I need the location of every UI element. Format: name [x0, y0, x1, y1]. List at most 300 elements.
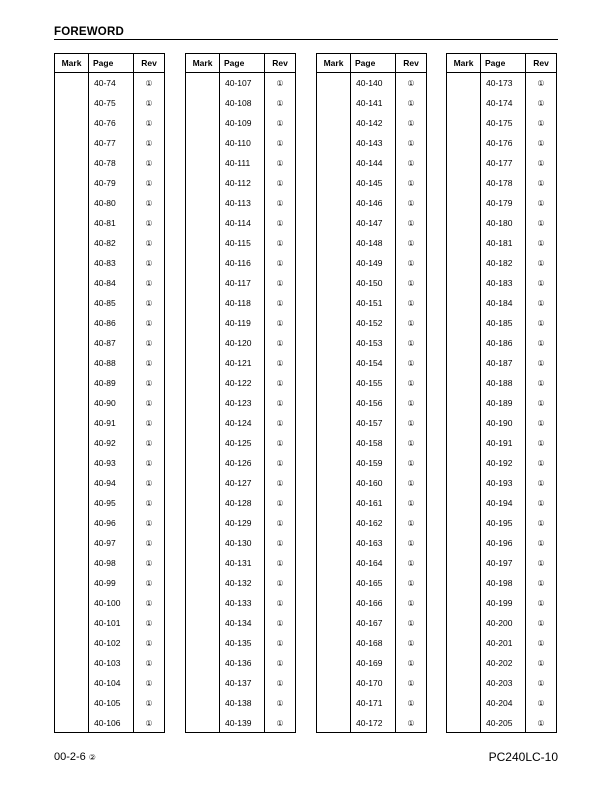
- page-cell: 40-203: [486, 678, 513, 688]
- rev-cell: ①: [276, 218, 284, 228]
- table-row: [186, 673, 295, 693]
- page-cell: 40-110: [225, 138, 251, 148]
- table-row: [186, 613, 295, 633]
- page-cell: 40-145: [356, 178, 383, 188]
- rev-cell: ①: [537, 378, 545, 388]
- table-row: [447, 253, 556, 273]
- page-cell: 40-170: [356, 678, 383, 688]
- revision-table: [54, 53, 165, 733]
- page-cell: 40-169: [356, 658, 383, 668]
- table-row: [55, 413, 164, 433]
- page-cell: 40-126: [225, 458, 252, 468]
- table-row: [55, 333, 164, 353]
- rev-cell: ①: [276, 338, 284, 348]
- page-cell: 40-146: [356, 198, 383, 208]
- page-cell: 40-120: [225, 338, 252, 348]
- page-cell: 40-118: [225, 298, 251, 308]
- column-divider: [219, 73, 220, 732]
- rev-cell: ①: [537, 298, 545, 308]
- rev-cell: ①: [145, 658, 153, 668]
- column-divider: [264, 73, 265, 732]
- page-cell: 40-177: [486, 158, 513, 168]
- page-cell: 40-175: [486, 118, 513, 128]
- rev-cell: ①: [407, 638, 415, 648]
- page-cell: 40-121: [225, 358, 252, 368]
- rev-cell: ①: [537, 438, 545, 448]
- page-cell: 40-178: [486, 178, 513, 188]
- page-cell: 40-151: [356, 298, 383, 308]
- rev-cell: ①: [407, 678, 415, 688]
- table-row: [447, 593, 556, 613]
- table-header: [186, 54, 295, 73]
- table-row: [186, 473, 295, 493]
- column-divider: [480, 73, 481, 732]
- table-row: [447, 433, 556, 453]
- table-row: [186, 453, 295, 473]
- rev-cell: ①: [537, 338, 545, 348]
- rev-cell: ①: [407, 618, 415, 628]
- table-row: [447, 393, 556, 413]
- table-row: [186, 73, 295, 93]
- table-row: [186, 353, 295, 373]
- rev-cell: ①: [145, 518, 153, 528]
- table-row: [317, 333, 426, 353]
- page-cell: 40-182: [486, 258, 513, 268]
- column-divider: [133, 73, 134, 732]
- rev-cell: ①: [145, 578, 153, 588]
- page-cell: 40-140: [356, 78, 383, 88]
- page-cell: 40-82: [94, 238, 116, 248]
- table-row: [447, 213, 556, 233]
- rev-cell: ①: [537, 258, 545, 268]
- page-cell: 40-142: [356, 118, 383, 128]
- rev-cell: ①: [537, 318, 545, 328]
- table-row: [186, 173, 295, 193]
- page-cell: 40-180: [486, 218, 513, 228]
- table-row: [55, 573, 164, 593]
- model-name: PC240LC-10: [488, 750, 558, 764]
- page-cell: 40-174: [486, 98, 513, 108]
- table-row: [55, 253, 164, 273]
- table-row: [55, 73, 164, 93]
- page-cell: 40-190: [486, 418, 513, 428]
- table-row: [55, 513, 164, 533]
- rev-cell: ①: [276, 238, 284, 248]
- rev-cell: ①: [145, 538, 153, 548]
- page-cell: 40-80: [94, 198, 116, 208]
- page-cell: 40-101: [94, 618, 121, 628]
- page-cell: 40-179: [486, 198, 513, 208]
- rev-cell: ①: [276, 498, 284, 508]
- page-cell: 40-159: [356, 458, 383, 468]
- rev-cell: ①: [276, 358, 284, 368]
- rev-cell: ①: [537, 78, 545, 88]
- table-row: [317, 273, 426, 293]
- rev-cell: ①: [276, 698, 284, 708]
- table-row: [317, 173, 426, 193]
- rev-cell: ①: [276, 598, 284, 608]
- page-cell: 40-155: [356, 378, 383, 388]
- page-cell: 40-153: [356, 338, 383, 348]
- page-cell: 40-173: [486, 78, 513, 88]
- page-cell: 40-91: [94, 418, 116, 428]
- page-cell: 40-131: [225, 558, 252, 568]
- rev-cell: ①: [145, 478, 153, 488]
- rev-cell: ①: [276, 378, 284, 388]
- table-row: [317, 613, 426, 633]
- table-row: [317, 133, 426, 153]
- rev-cell: ①: [145, 318, 153, 328]
- page-title: FOREWORD: [54, 26, 124, 38]
- table-row: [447, 113, 556, 133]
- rev-cell: ①: [537, 498, 545, 508]
- rev-cell: ①: [407, 278, 415, 288]
- table-row: [317, 453, 426, 473]
- table-row: [55, 373, 164, 393]
- table-row: [55, 293, 164, 313]
- page-cell: 40-100: [94, 598, 121, 608]
- rev-cell: ①: [537, 578, 545, 588]
- page-cell: 40-84: [94, 278, 116, 288]
- page-cell: 40-138: [225, 698, 252, 708]
- rev-cell: ①: [145, 498, 153, 508]
- table-row: [55, 133, 164, 153]
- rev-cell: ①: [407, 298, 415, 308]
- rev-cell: ①: [276, 78, 284, 88]
- revision-table: [446, 53, 557, 733]
- rev-cell: ①: [407, 598, 415, 608]
- page-cell: 40-117: [225, 278, 251, 288]
- table-row: [317, 253, 426, 273]
- table-row: [317, 553, 426, 573]
- rev-cell: ①: [407, 238, 415, 248]
- table-row: [186, 493, 295, 513]
- table-row: [447, 93, 556, 113]
- page-cell: 40-152: [356, 318, 383, 328]
- table-row: [317, 113, 426, 133]
- table-row: [447, 653, 556, 673]
- rev-cell: ①: [537, 118, 545, 128]
- table-row: [447, 613, 556, 633]
- page-cell: 40-205: [486, 718, 513, 728]
- rev-cell: ①: [145, 718, 153, 728]
- table-row: [317, 573, 426, 593]
- page-cell: 40-200: [486, 618, 513, 628]
- rev-cell: ①: [537, 158, 545, 168]
- rev-cell: ①: [145, 338, 153, 348]
- table-row: [55, 713, 164, 733]
- rev-cell: ①: [145, 118, 153, 128]
- page-cell: 40-172: [356, 718, 383, 728]
- rev-cell: ①: [407, 658, 415, 668]
- page-cell: 40-164: [356, 558, 383, 568]
- page-cell: 40-132: [225, 578, 252, 588]
- rev-cell: ①: [407, 498, 415, 508]
- page-cell: 40-181: [486, 238, 513, 248]
- table-row: [186, 633, 295, 653]
- table-row: [186, 593, 295, 613]
- table-row: [55, 493, 164, 513]
- page-cell: 40-135: [225, 638, 252, 648]
- table-row: [447, 693, 556, 713]
- page-cell: 40-197: [486, 558, 513, 568]
- table-row: [186, 653, 295, 673]
- rev-cell: ①: [145, 638, 153, 648]
- page-cell: 40-109: [225, 118, 252, 128]
- table-row: [55, 433, 164, 453]
- rev-cell: ①: [407, 218, 415, 228]
- column-header-rev: Rev: [403, 58, 419, 68]
- table-row: [447, 533, 556, 553]
- page-cell: 40-129: [225, 518, 252, 528]
- page-cell: 40-106: [94, 718, 121, 728]
- page-cell: 40-98: [94, 558, 116, 568]
- table-row: [55, 93, 164, 113]
- rev-cell: ①: [276, 158, 284, 168]
- rev-cell: ①: [407, 358, 415, 368]
- page-cell: 40-158: [356, 438, 383, 448]
- table-row: [186, 373, 295, 393]
- rev-cell: ①: [276, 258, 284, 268]
- column-divider: [350, 73, 351, 732]
- rev-cell: ①: [145, 258, 153, 268]
- table-row: [55, 613, 164, 633]
- page-cell: 40-108: [225, 98, 252, 108]
- rev-cell: ①: [407, 578, 415, 588]
- page-cell: 40-195: [486, 518, 513, 528]
- rev-cell: ①: [145, 78, 153, 88]
- rev-cell: ①: [145, 378, 153, 388]
- page-cell: 40-75: [94, 98, 116, 108]
- table-row: [55, 213, 164, 233]
- rev-cell: ①: [145, 158, 153, 168]
- rev-cell: ①: [407, 78, 415, 88]
- table-row: [447, 193, 556, 213]
- rev-cell: ①: [407, 178, 415, 188]
- revision-table: [185, 53, 296, 733]
- rev-cell: ①: [537, 618, 545, 628]
- table-row: [55, 173, 164, 193]
- page-cell: 40-76: [94, 118, 116, 128]
- page-cell: 40-198: [486, 578, 513, 588]
- rev-cell: ①: [276, 658, 284, 668]
- table-row: [55, 473, 164, 493]
- page-cell: 40-130: [225, 538, 252, 548]
- table-row: [55, 113, 164, 133]
- rev-cell: ①: [537, 718, 545, 728]
- rev-cell: ①: [276, 138, 284, 148]
- rev-cell: ①: [276, 98, 284, 108]
- table-row: [186, 693, 295, 713]
- rev-cell: ①: [407, 518, 415, 528]
- table-row: [186, 113, 295, 133]
- header-divider: [54, 39, 558, 40]
- page-cell: 40-112: [225, 178, 251, 188]
- page-cell: 40-139: [225, 718, 252, 728]
- table-row: [447, 413, 556, 433]
- rev-cell: ①: [276, 518, 284, 528]
- rev-cell: ①: [537, 358, 545, 368]
- table-row: [55, 553, 164, 573]
- rev-cell: ①: [407, 398, 415, 408]
- page-cell: 40-97: [94, 538, 116, 548]
- table-row: [55, 233, 164, 253]
- table-row: [317, 473, 426, 493]
- page-cell: 40-119: [225, 318, 251, 328]
- table-row: [55, 593, 164, 613]
- table-row: [55, 393, 164, 413]
- page-revision-mark: ②: [88, 753, 96, 762]
- page-cell: 40-185: [486, 318, 513, 328]
- rev-cell: ①: [537, 98, 545, 108]
- page-cell: 40-136: [225, 658, 252, 668]
- table-row: [317, 193, 426, 213]
- rev-cell: ①: [407, 138, 415, 148]
- page-cell: 40-111: [225, 158, 251, 168]
- page-cell: 40-196: [486, 538, 513, 548]
- page-cell: 40-201: [486, 638, 513, 648]
- table-row: [55, 313, 164, 333]
- rev-cell: ①: [407, 338, 415, 348]
- rev-cell: ①: [276, 278, 284, 288]
- rev-cell: ①: [407, 418, 415, 428]
- table-row: [186, 553, 295, 573]
- table-row: [186, 433, 295, 453]
- table-row: [317, 513, 426, 533]
- column-header-page: Page: [351, 54, 396, 72]
- table-body: [317, 73, 426, 732]
- page-cell: 40-192: [486, 458, 513, 468]
- table-row: [317, 433, 426, 453]
- table-row: [186, 293, 295, 313]
- page-cell: 40-94: [94, 478, 116, 488]
- page-cell: 40-88: [94, 358, 116, 368]
- rev-cell: ①: [407, 438, 415, 448]
- table-row: [447, 353, 556, 373]
- table-row: [447, 633, 556, 653]
- table-row: [447, 173, 556, 193]
- page-cell: 40-92: [94, 438, 116, 448]
- page-cell: 40-133: [225, 598, 252, 608]
- table-row: [317, 713, 426, 733]
- rev-cell: ①: [145, 238, 153, 248]
- rev-cell: ①: [276, 438, 284, 448]
- page-cell: 40-154: [356, 358, 383, 368]
- column-header-rev: Rev: [141, 58, 157, 68]
- rev-cell: ①: [407, 318, 415, 328]
- page-cell: 40-116: [225, 258, 251, 268]
- page-cell: 40-149: [356, 258, 383, 268]
- page-cell: 40-113: [225, 198, 251, 208]
- table-row: [447, 573, 556, 593]
- table-row: [447, 473, 556, 493]
- page-cell: 40-157: [356, 418, 383, 428]
- page-cell: 40-194: [486, 498, 513, 508]
- page-cell: 40-93: [94, 458, 116, 468]
- table-row: [317, 693, 426, 713]
- page-cell: 40-89: [94, 378, 116, 388]
- page-cell: 40-85: [94, 298, 116, 308]
- rev-cell: ①: [407, 698, 415, 708]
- table-row: [447, 313, 556, 333]
- rev-cell: ①: [537, 398, 545, 408]
- rev-cell: ①: [537, 178, 545, 188]
- table-row: [317, 533, 426, 553]
- revision-table: [316, 53, 427, 733]
- page-cell: 40-86: [94, 318, 116, 328]
- rev-cell: ①: [276, 718, 284, 728]
- table-row: [186, 393, 295, 413]
- page-cell: 40-183: [486, 278, 513, 288]
- rev-cell: ①: [407, 378, 415, 388]
- table-row: [186, 153, 295, 173]
- page-cell: 40-127: [225, 478, 252, 488]
- page-cell: 40-102: [94, 638, 121, 648]
- table-row: [317, 213, 426, 233]
- table-row: [55, 453, 164, 473]
- rev-cell: ①: [407, 198, 415, 208]
- column-divider: [395, 73, 396, 732]
- table-row: [55, 193, 164, 213]
- rev-cell: ①: [537, 418, 545, 428]
- page-cell: 40-125: [225, 438, 252, 448]
- page-cell: 40-96: [94, 518, 116, 528]
- rev-cell: ①: [145, 418, 153, 428]
- table-row: [186, 213, 295, 233]
- page-cell: 40-147: [356, 218, 383, 228]
- column-header-mark: Mark: [317, 54, 351, 72]
- rev-cell: ①: [407, 458, 415, 468]
- table-row: [186, 413, 295, 433]
- page-cell: 40-187: [486, 358, 513, 368]
- table-header: [447, 54, 556, 73]
- rev-cell: ①: [145, 198, 153, 208]
- table-row: [447, 493, 556, 513]
- rev-cell: ①: [145, 598, 153, 608]
- page-cell: 40-191: [486, 438, 513, 448]
- page-cell: 40-189: [486, 398, 513, 408]
- table-row: [317, 653, 426, 673]
- page-cell: 40-74: [94, 78, 116, 88]
- rev-cell: ①: [407, 558, 415, 568]
- table-header: [55, 54, 164, 73]
- table-header: [317, 54, 426, 73]
- page-cell: 40-161: [356, 498, 383, 508]
- page-cell: 40-176: [486, 138, 513, 148]
- rev-cell: ①: [537, 198, 545, 208]
- rev-cell: ①: [276, 418, 284, 428]
- page-cell: 40-202: [486, 658, 513, 668]
- revision-tables: [54, 53, 559, 733]
- table-row: [447, 513, 556, 533]
- table-row: [447, 153, 556, 173]
- table-row: [186, 273, 295, 293]
- page-cell: 40-186: [486, 338, 513, 348]
- rev-cell: ①: [276, 578, 284, 588]
- table-row: [447, 73, 556, 93]
- rev-cell: ①: [276, 538, 284, 548]
- table-row: [317, 413, 426, 433]
- column-header-page: Page: [481, 54, 526, 72]
- page-cell: 40-188: [486, 378, 513, 388]
- rev-cell: ①: [276, 618, 284, 628]
- rev-cell: ①: [407, 118, 415, 128]
- page-cell: 40-90: [94, 398, 116, 408]
- page-cell: 40-114: [225, 218, 251, 228]
- table-row: [317, 493, 426, 513]
- table-row: [317, 673, 426, 693]
- rev-cell: ①: [145, 98, 153, 108]
